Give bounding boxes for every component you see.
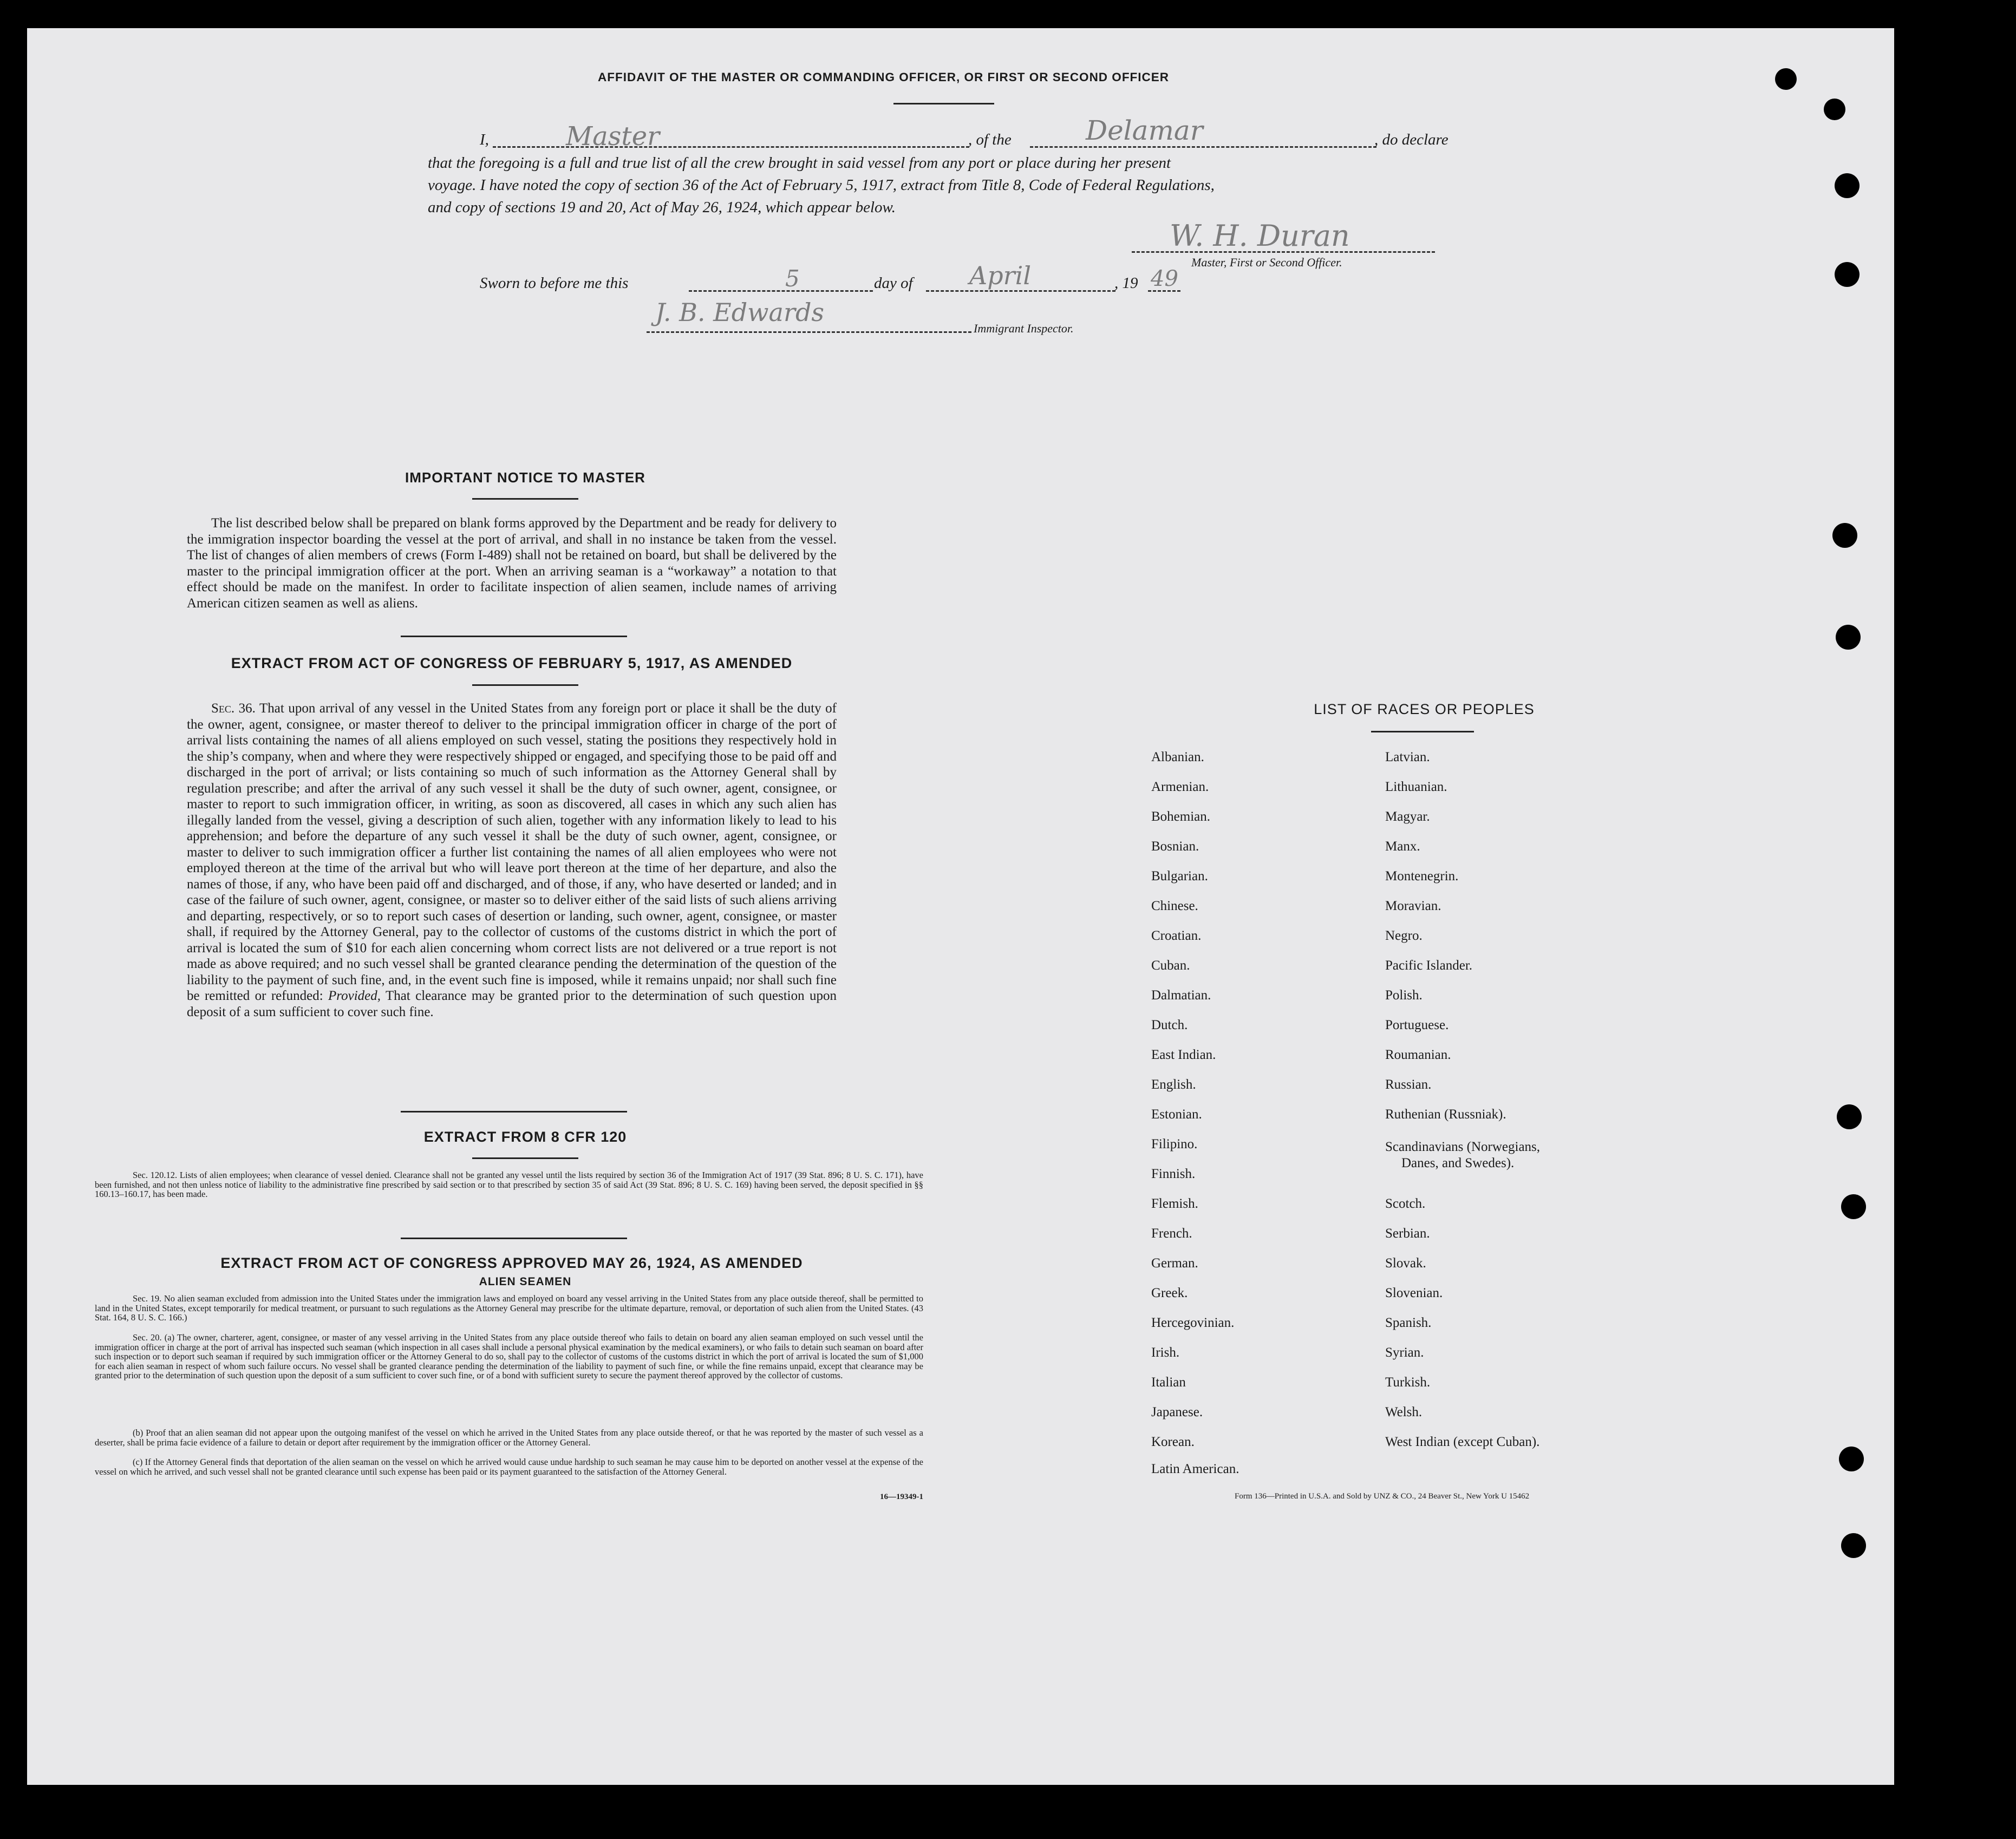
- punch-hole: [1836, 625, 1861, 650]
- act1924-sec20a: Sec. 20. (a) The owner, charterer, agent, consignee, or master of any vessel arriving in the United States from any place outside thereof who fails to detain on board any alien seaman employed on such vessel until the immigration officer in charge at the port of arrival has inspected such seaman (which inspection in all cases shall include a personal physical examination by the medical examiners), or who fails to detain such seaman on board after such inspection or to deport such seaman if required by such immigration officer or the Attorney General to do so, shall pay to the collector of customs of the customs district in which the port of arrival is located the sum of $1,000 for each alien seaman in respect of whom such failure occurs. No vessel shall be granted clearance pending the determination of the liability to payment of such fine, or while the fine remains unpaid, except that clearance may be granted prior to the determination of such question upon the deposit of a sum sufficient to cover such fine, or of a bond with sufficient surety to secure the payment thereof approved by the collector of customs.: [95, 1332, 923, 1381]
- race-right: Polish.: [1385, 988, 1423, 1003]
- punch-hole: [1824, 99, 1845, 120]
- race-left: Bohemian.: [1151, 809, 1211, 824]
- race-right: Latvian.: [1385, 750, 1430, 764]
- document-page: [27, 28, 1894, 1785]
- race-left: Filipino.: [1151, 1137, 1198, 1151]
- sworn-day: 5: [785, 265, 800, 292]
- race-right: Serbian.: [1385, 1226, 1430, 1241]
- sworn-month: April: [969, 261, 1032, 290]
- act1924-sec20c: (c) If the Attorney General finds that deportation of the alien seaman on the vessel on which he arrived would cause undue hardship to such seaman he may cause him to be deported on another vessel at the expense of the vessel on which he arrived, and such vessel shall not be granted clearance until such expense has been paid or its payment guaranteed to the satisfaction of the Attorney General.: [95, 1457, 923, 1477]
- race-left: Latin American.: [1151, 1462, 1239, 1476]
- race-left: Chinese.: [1151, 899, 1198, 913]
- race-left: Flemish.: [1151, 1196, 1198, 1211]
- race-right: Scandinavians (Norwegians,: [1385, 1140, 1541, 1154]
- master-signature: W. H. Duran: [1170, 219, 1350, 253]
- name-blank: [493, 146, 969, 148]
- sworn-year: 49: [1151, 266, 1178, 291]
- vessel-blank: [1030, 146, 1376, 148]
- race-left: Korean.: [1151, 1435, 1195, 1449]
- race-right: Manx.: [1385, 839, 1420, 854]
- race-left: English.: [1151, 1077, 1196, 1092]
- inspector-signature-line: [647, 331, 971, 333]
- inspector-caption: Immigrant Inspector.: [974, 322, 1074, 335]
- race-left: French.: [1151, 1226, 1192, 1241]
- inspector-signature: J. B. Edwards: [655, 298, 825, 327]
- title-underline: [893, 103, 994, 104]
- cfr-title: EXTRACT FROM 8 CFR 120: [423, 1129, 627, 1145]
- race-left: Irish.: [1151, 1345, 1180, 1360]
- race-right: Slovenian.: [1385, 1286, 1443, 1300]
- race-left: Japanese.: [1151, 1405, 1203, 1419]
- affidavit-line2: that the foregoing is a full and true list of all the crew brought in said vessel from any port or place during her present: [428, 154, 1171, 172]
- master-signature-caption: Master, First or Second Officer.: [1191, 256, 1342, 269]
- act1917-underline: [472, 684, 578, 686]
- printer-footer: Form 136—Printed in U.S.A. and Sold by UNZ & CO., 24 Beaver St., New York U 15462: [1235, 1492, 1530, 1501]
- race-left: Croatian.: [1151, 928, 1202, 943]
- act1924-form-no: 16—19349-1: [880, 1493, 923, 1501]
- notice-title: IMPORTANT NOTICE TO MASTER: [405, 469, 645, 486]
- race-left: Greek.: [1151, 1286, 1188, 1300]
- race-right: Syrian.: [1385, 1345, 1424, 1360]
- act1924-sec19: Sec. 19. No alien seaman excluded from admission into the United States under the immigration laws and employed on board any vessel arriving in the United States from any place outside thereof, shall be permitted to land in the United States, except temporarily for medical treatment, or pursuant to such regulations as the Attorney General may prescribe for the ultimate departure, removal, or deportation of such alien from the United States. (43 Stat. 164, 8 U. S. C. 166.): [95, 1293, 923, 1323]
- races-title: LIST OF RACES OR PEOPLES: [1314, 701, 1535, 717]
- race-left: Dalmatian.: [1151, 988, 1211, 1003]
- race-right: Magyar.: [1385, 809, 1430, 824]
- sworn-label: Sworn to before me this: [480, 274, 629, 292]
- act1917-text: That upon arrival of any vessel in the United States from any foreign port or place it shall be the duty of the owner, agent, consignee, or master thereof to deliver to the principal immigration officer in charge of the port of arrival lists containing the names of all aliens employed on such vessel, stating the positions they respectively hold in the ship’s company, when and where they were respectively shipped or engaged, and specifying those to be paid off and discharged in the port of arrival; or lists containing so much of such information as the Attorney General shall by regulation prescribe; and after the arrival of any such vessel it shall be the duty of such owner, agent, consignee, or master to report to such immigration officer, in writing, as soon as discovered, all cases in which any such alien has illegally landed from the vessel, giving a description of such alien, together with any information likely to lead to his apprehension; and before the departure of any such vessel it shall be the duty of such owner, agent, consignee, or master to deliver to such immigration officer a further list containing the names of all alien employees who were not employed thereon at the time of the arrival but who will leave port thereon at the time of her departure, and also the names of those, if any, who have been paid off and discharged, and of those, if any, who have deserted or landed; and in case of the failure of such owner, agent, consignee, or master so to deliver either of the said lists of such aliens arriving and departing, respectively, or so to report such cases of desertion or landing, such owner, agent, consignee, or master shall, if required by the Attorney General, pay to the collector of customs of the customs district in which the port of arrival is located the sum of $10 for each alien concerning whom correct lists are not delivered or a true report is not made as above required; and no such vessel shall be granted clearance pending the determination of the question of the liability to the payment of such fine, and, in the event such fine is imposed, while it remains unpaid; nor shall such fine be remitted or refunded:: [187, 701, 837, 1003]
- race-right: Lithuanian.: [1385, 780, 1447, 794]
- sworn-month-blank: [926, 290, 1115, 292]
- race-left: Dutch.: [1151, 1018, 1188, 1032]
- race-right: Turkish.: [1385, 1375, 1431, 1390]
- act1924-sec20b: (b) Proof that an alien seaman did not appear upon the outgoing manifest of the vessel on which he arrived in the United States from any place outside thereof, or that he was reported by the master of such vessel as a deserter, shall be prima facie evidence of a failure to detain or deport after requirement by the immigration officer or the Attorney General.: [95, 1428, 923, 1448]
- notice-underline: [472, 498, 578, 500]
- race-right: West Indian (except Cuban).: [1385, 1435, 1540, 1449]
- act1924-subtitle: ALIEN SEAMEN: [479, 1275, 572, 1288]
- race-right: Portuguese.: [1385, 1018, 1449, 1032]
- punch-hole: [1841, 1533, 1866, 1558]
- act1917-proviso-text: That clearance may be granted prior to the determination of such question upon deposit of a sum sufficient to cover such fine.: [187, 989, 837, 1019]
- handwritten-name: Master: [566, 121, 660, 152]
- races-underline: [1371, 731, 1474, 732]
- cfr-underline: [472, 1157, 578, 1159]
- race-right: Ruthenian (Russniak).: [1385, 1107, 1506, 1122]
- race-right: Montenegrin.: [1385, 869, 1459, 883]
- race-left: Cuban.: [1151, 958, 1190, 973]
- race-left: Bulgarian.: [1151, 869, 1208, 883]
- race-left: Hercegovinian.: [1151, 1316, 1235, 1330]
- race-left: Finnish.: [1151, 1167, 1196, 1181]
- act1917-title: EXTRACT FROM ACT OF CONGRESS OF FEBRUARY 5, 1917, AS AMENDED: [231, 655, 793, 671]
- race-left: Albanian.: [1151, 750, 1204, 764]
- do-declare-label: , do declare: [1374, 131, 1449, 148]
- cfr-body: Sec. 120.12. Lists of alien employees; when clearance of vessel denied. Clearance shall not be granted any vessel until the lists required by section 36 of the Immigration Act of 1917 (39 Stat. 896; 8 U. S. C. 171), have been furnished, and not then unless notice of liability to the administrative fine prescribed by said section or to that prescribed by section 35 of said Act (39 Stat. 896; 8 U. S. C. 169) having been served, the deposit specified in §§ 160.13–160.17, has been made.: [95, 1170, 923, 1200]
- race-right: Danes, and Swedes).: [1401, 1156, 1515, 1170]
- act1917-proviso-label: Provided,: [328, 989, 381, 1003]
- race-left: Italian: [1151, 1375, 1186, 1390]
- affidavit-line4: and copy of sections 19 and 20, Act of May 26, 1924, which appear below.: [428, 199, 896, 216]
- race-left: Estonian.: [1151, 1107, 1202, 1122]
- act1917-separator: [401, 1111, 627, 1112]
- act1917-body: [187, 701, 837, 1020]
- cfr-separator: [401, 1238, 627, 1239]
- punch-hole: [1839, 1447, 1864, 1471]
- race-left: Armenian.: [1151, 780, 1209, 794]
- punch-hole: [1835, 262, 1860, 287]
- race-right: Negro.: [1385, 928, 1423, 943]
- notice-body: The list described below shall be prepared on blank forms approved by the Department and be ready for delivery to the immigration inspector boarding the vessel at the port of arrival, and shall in no instance be taken from the vessel. The list of changes of alien members of crews (Form I-489) shall not be retained on board, but shall be delivered by the master to the principal immigration officer at the port. When an arriving seaman is a “workaway” a notation to that effect should be made on the manifest. In order to facilitate inspection of alien seamen, include names of arriving American citizen seamen as well as aliens.: [187, 516, 837, 611]
- race-right: Scotch.: [1385, 1196, 1426, 1211]
- punch-hole: [1832, 523, 1857, 548]
- race-right: Slovak.: [1385, 1256, 1426, 1271]
- punch-hole: [1775, 68, 1797, 90]
- race-right: Pacific Islander.: [1385, 958, 1473, 973]
- race-right: Roumanian.: [1385, 1048, 1451, 1062]
- affidavit-i: I,: [480, 131, 489, 148]
- punch-hole: [1837, 1104, 1862, 1129]
- punch-hole: [1841, 1194, 1866, 1219]
- day-of-label: day of: [874, 274, 913, 292]
- act1924-title: EXTRACT FROM ACT OF CONGRESS APPROVED MAY 26, 1924, AS AMENDED: [220, 1255, 803, 1271]
- affidavit-line3: voyage. I have noted the copy of section 36 of the Act of February 5, 1917, extract from Title 8, Code of Federal Regulations,: [428, 176, 1215, 194]
- sworn-year-label: , 19: [1114, 274, 1138, 292]
- race-right: Welsh.: [1385, 1405, 1423, 1419]
- notice-separator: [401, 636, 627, 637]
- race-right: Russian.: [1385, 1077, 1432, 1092]
- punch-hole: [1835, 173, 1860, 198]
- of-the-label: , of the: [968, 131, 1012, 148]
- act1917-sec-label: Sec. 36.: [211, 701, 256, 716]
- affidavit-title: AFFIDAVIT OF THE MASTER OR COMMANDING OFFICER, OR FIRST OR SECOND OFFICER: [598, 70, 1170, 84]
- race-left: East Indian.: [1151, 1048, 1216, 1062]
- race-left: Bosnian.: [1151, 839, 1199, 854]
- race-right: Spanish.: [1385, 1316, 1432, 1330]
- race-left: German.: [1151, 1256, 1198, 1271]
- handwritten-vessel: Delamar: [1086, 115, 1203, 146]
- race-right: Moravian.: [1385, 899, 1441, 913]
- sworn-day-blank: [689, 290, 873, 292]
